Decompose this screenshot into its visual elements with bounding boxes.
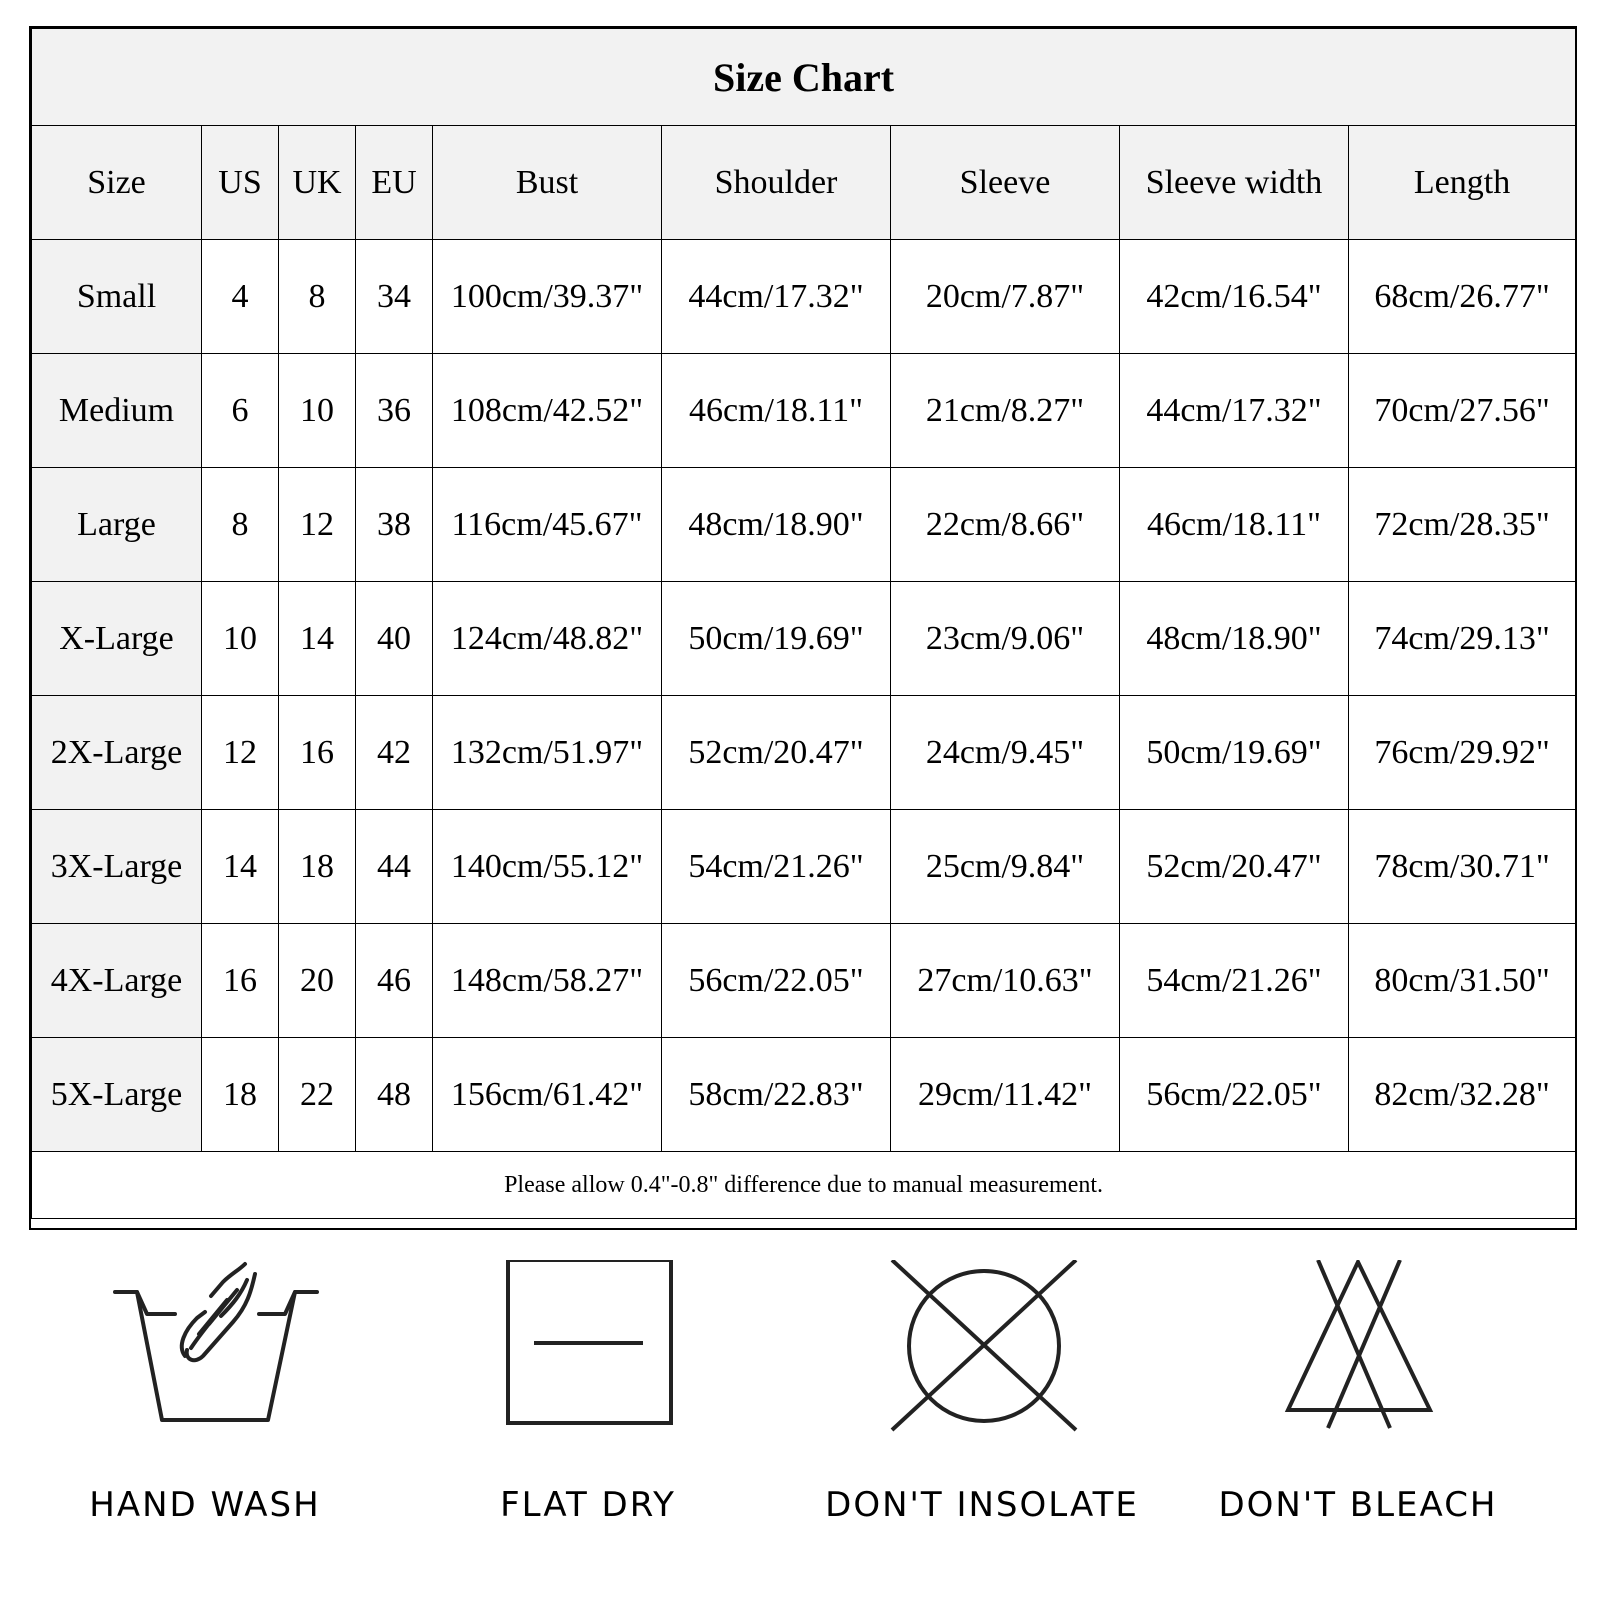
table-cell: 70cm/27.56": [1349, 354, 1576, 468]
size-label-cell: Medium: [32, 354, 202, 468]
size-label-cell: 5X-Large: [32, 1038, 202, 1152]
table-cell: 116cm/45.67": [433, 468, 662, 582]
size-label-cell: X-Large: [32, 582, 202, 696]
table-row: [32, 1038, 1576, 1152]
size-label-cell: 4X-Large: [32, 924, 202, 1038]
dont-insolate-icon: [792, 1260, 1172, 1440]
dont-bleach-icon: [1168, 1260, 1548, 1440]
table-cell: 58cm/22.83": [662, 1038, 891, 1152]
table-cell: 52cm/20.47": [662, 696, 891, 810]
table-cell: 21cm/8.27": [891, 354, 1120, 468]
table-cell: 34: [356, 240, 433, 354]
flat-dry-icon: [398, 1260, 778, 1440]
table-cell: 42: [356, 696, 433, 810]
table-cell: 20: [279, 924, 356, 1038]
column-header: Sleeve width: [1120, 126, 1349, 240]
table-cell: 20cm/7.87": [891, 240, 1120, 354]
table-cell: 14: [279, 582, 356, 696]
column-header: EU: [356, 126, 433, 240]
table-row: [32, 354, 1576, 468]
table-cell: 46cm/18.11": [662, 354, 891, 468]
table-cell: 72cm/28.35": [1349, 468, 1576, 582]
table-cell: 54cm/21.26": [1120, 924, 1349, 1038]
table-cell: 148cm/58.27": [433, 924, 662, 1038]
measurement-note: Please allow 0.4"-0.8" difference due to manual measurement.: [32, 1152, 1576, 1219]
table-cell: 44cm/17.32": [662, 240, 891, 354]
table-cell: 44: [356, 810, 433, 924]
table-cell: 54cm/21.26": [662, 810, 891, 924]
table-cell: 23cm/9.06": [891, 582, 1120, 696]
table-cell: 29cm/11.42": [891, 1038, 1120, 1152]
table-row: [32, 810, 1576, 924]
table-cell: 8: [202, 468, 279, 582]
column-header: Shoulder: [662, 126, 891, 240]
table-row: [32, 924, 1576, 1038]
table-cell: 100cm/39.37": [433, 240, 662, 354]
table-cell: 10: [279, 354, 356, 468]
table-cell: 52cm/20.47": [1120, 810, 1349, 924]
table-cell: 25cm/9.84": [891, 810, 1120, 924]
column-header: US: [202, 126, 279, 240]
table-cell: 6: [202, 354, 279, 468]
size-label-cell: 2X-Large: [32, 696, 202, 810]
size-label-cell: Small: [32, 240, 202, 354]
table-cell: 74cm/29.13": [1349, 582, 1576, 696]
column-header: Size: [32, 126, 202, 240]
size-table: [31, 28, 1576, 1219]
table-row: [32, 582, 1576, 696]
table-cell: 82cm/32.28": [1349, 1038, 1576, 1152]
table-cell: 76cm/29.92": [1349, 696, 1576, 810]
care-label: DON'T INSOLATE: [825, 1485, 1139, 1525]
table-cell: 124cm/48.82": [433, 582, 662, 696]
table-cell: 8: [279, 240, 356, 354]
table-cell: 4: [202, 240, 279, 354]
table-cell: 68cm/26.77": [1349, 240, 1576, 354]
care-instructions: [0, 1260, 1600, 1600]
table-cell: 46cm/18.11": [1120, 468, 1349, 582]
table-body: [32, 240, 1576, 1152]
table-cell: 80cm/31.50": [1349, 924, 1576, 1038]
table-cell: 42cm/16.54": [1120, 240, 1349, 354]
table-cell: 56cm/22.05": [1120, 1038, 1349, 1152]
table-cell: 12: [279, 468, 356, 582]
table-row: [32, 468, 1576, 582]
table-cell: 50cm/19.69": [662, 582, 891, 696]
table-cell: 12: [202, 696, 279, 810]
column-header: Bust: [433, 126, 662, 240]
chart-title: Size Chart: [32, 29, 1576, 126]
size-chart: [29, 26, 1577, 1230]
care-label: HAND WASH: [89, 1485, 321, 1525]
table-row: [32, 240, 1576, 354]
column-header: Sleeve: [891, 126, 1120, 240]
table-row: [32, 696, 1576, 810]
table-cell: 22cm/8.66": [891, 468, 1120, 582]
table-cell: 132cm/51.97": [433, 696, 662, 810]
table-cell: 38: [356, 468, 433, 582]
table-cell: 78cm/30.71": [1349, 810, 1576, 924]
table-cell: 27cm/10.63": [891, 924, 1120, 1038]
table-cell: 140cm/55.12": [433, 810, 662, 924]
column-header: Length: [1349, 126, 1576, 240]
column-header: UK: [279, 126, 356, 240]
care-item-dont-insolate: [792, 1260, 1172, 1560]
table-cell: 36: [356, 354, 433, 468]
table-cell: 108cm/42.52": [433, 354, 662, 468]
table-cell: 40: [356, 582, 433, 696]
table-cell: 44cm/17.32": [1120, 354, 1349, 468]
table-cell: 16: [279, 696, 356, 810]
table-cell: 18: [279, 810, 356, 924]
table-cell: 24cm/9.45": [891, 696, 1120, 810]
table-cell: 48cm/18.90": [662, 468, 891, 582]
table-cell: 56cm/22.05": [662, 924, 891, 1038]
table-cell: 22: [279, 1038, 356, 1152]
care-item-hand-wash: [15, 1260, 395, 1560]
hand-wash-icon: [15, 1260, 395, 1440]
table-cell: 46: [356, 924, 433, 1038]
care-item-dont-bleach: [1168, 1260, 1548, 1560]
table-cell: 18: [202, 1038, 279, 1152]
table-cell: 156cm/61.42": [433, 1038, 662, 1152]
table-cell: 50cm/19.69": [1120, 696, 1349, 810]
table-cell: 48: [356, 1038, 433, 1152]
size-label-cell: Large: [32, 468, 202, 582]
table-cell: 16: [202, 924, 279, 1038]
size-label-cell: 3X-Large: [32, 810, 202, 924]
table-cell: 14: [202, 810, 279, 924]
care-item-flat-dry: [398, 1260, 778, 1560]
table-cell: 10: [202, 582, 279, 696]
table-cell: 48cm/18.90": [1120, 582, 1349, 696]
care-label: FLAT DRY: [500, 1485, 676, 1525]
care-label: DON'T BLEACH: [1218, 1485, 1498, 1525]
header-row: [32, 126, 1576, 240]
